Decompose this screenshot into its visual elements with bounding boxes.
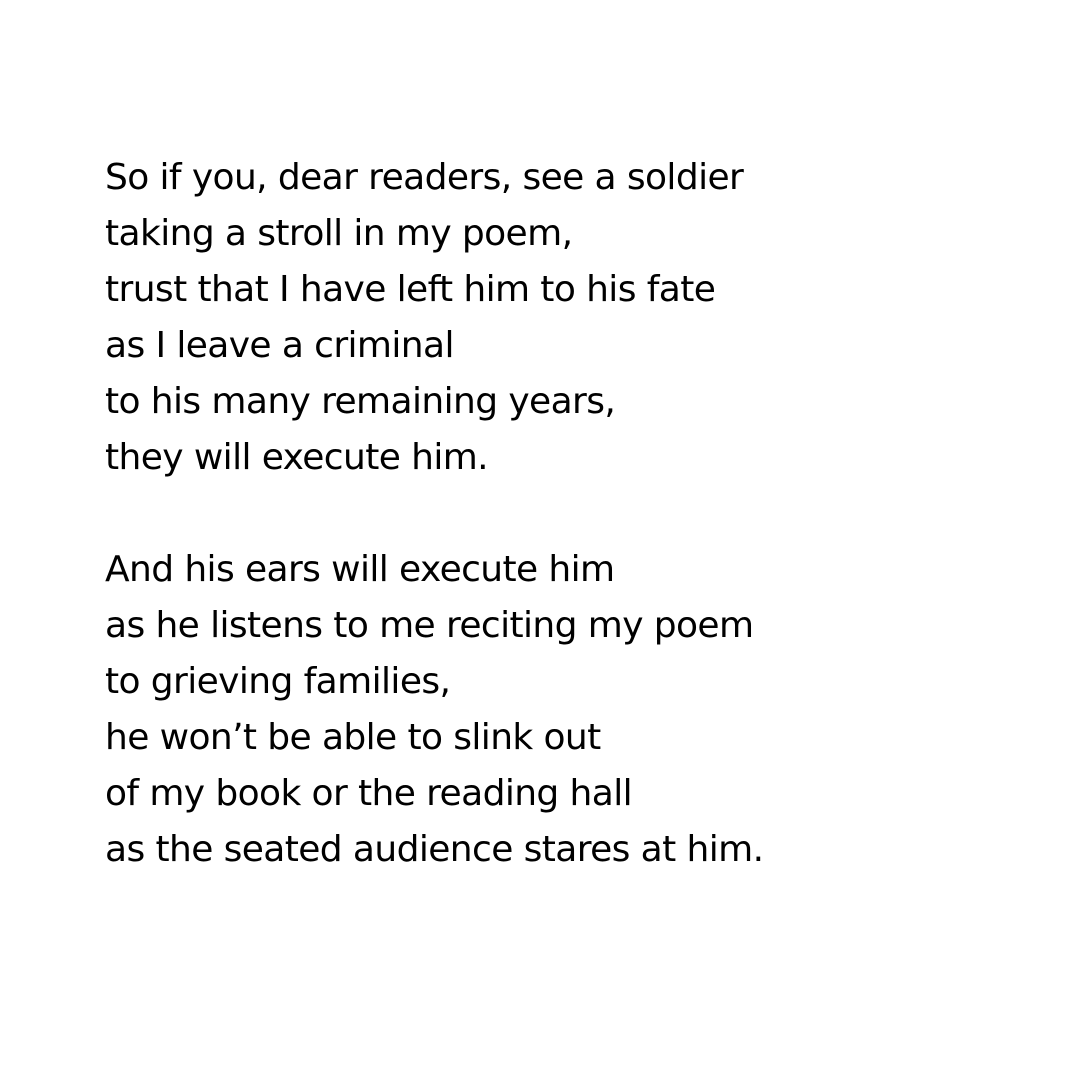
- poem-line: of my book or the reading hall: [105, 773, 633, 814]
- poem-line: as the seated audience stares at him.: [105, 829, 764, 870]
- poem-line: he won’t be able to slink out: [105, 717, 601, 758]
- poem-line: as he listens to me reciting my poem: [105, 605, 754, 646]
- poem-line: taking a stroll in my poem,: [105, 213, 573, 254]
- poem-line: to his many remaining years,: [105, 381, 616, 422]
- poem-line: So if you, dear readers, see a soldier: [105, 157, 744, 198]
- poem-line: they will execute him.: [105, 437, 489, 478]
- stanza-1: [105, 150, 1005, 486]
- poem-line: And his ears will execute him: [105, 549, 615, 590]
- poem-text: [105, 150, 1005, 878]
- poem-line: trust that I have left him to his fate: [105, 269, 716, 310]
- stanza-2: [105, 542, 1005, 878]
- poem-line: as I leave a criminal: [105, 325, 454, 366]
- poem-line: to grieving families,: [105, 661, 451, 702]
